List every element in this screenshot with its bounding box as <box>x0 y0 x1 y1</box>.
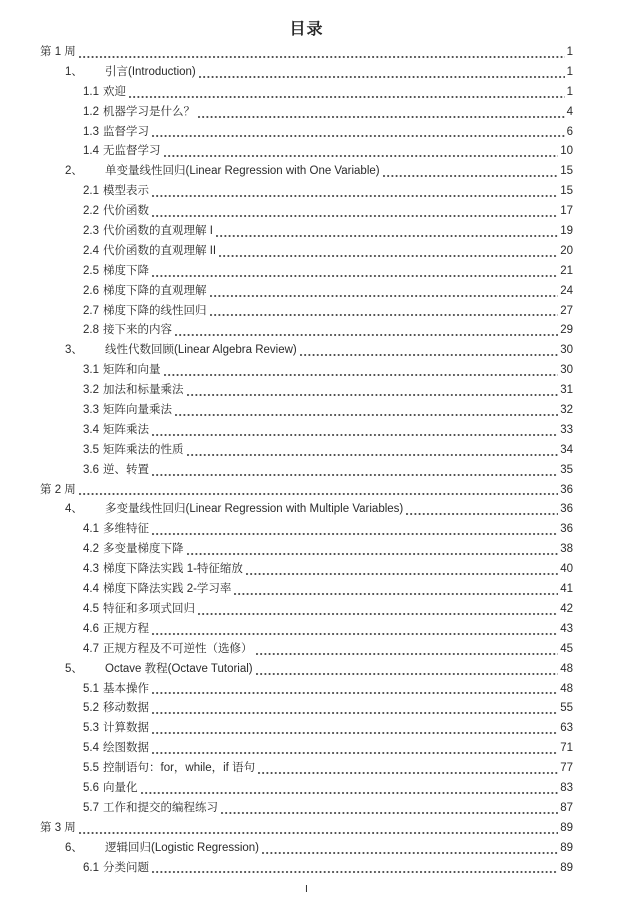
toc-entry[interactable] <box>0 500 624 520</box>
dot-leader <box>152 859 558 879</box>
dot-leader <box>219 242 558 262</box>
toc-entry-label: 逻辑回归(Logistic Regression) <box>105 841 260 854</box>
toc-entry-page: 6 <box>566 125 573 138</box>
toc-entry-label: 多维特征 <box>103 523 149 536</box>
toc-entry[interactable] <box>0 282 624 302</box>
toc-entry-page: 40 <box>560 563 573 576</box>
toc-entry[interactable] <box>0 660 624 680</box>
dot-leader <box>216 222 558 242</box>
toc-entry-label: 第 2 周 <box>40 483 76 496</box>
toc-entry-label: 向量化 <box>103 781 138 794</box>
toc-entry[interactable] <box>0 640 624 660</box>
dot-leader <box>262 839 558 859</box>
toc-entry-number: 3.4 <box>83 423 99 436</box>
dot-leader <box>256 640 559 660</box>
toc-entry[interactable] <box>0 222 624 242</box>
dot-leader <box>258 759 558 779</box>
toc-entry-label: 梯度下降法实践 2-学习率 <box>103 583 232 596</box>
toc-entry-page: 48 <box>560 682 573 695</box>
dot-leader <box>198 600 558 620</box>
toc-entry[interactable] <box>0 321 624 341</box>
toc-entry-label: 分类问题 <box>103 861 149 874</box>
toc-entry-page: 36 <box>560 503 573 516</box>
dot-leader <box>164 361 559 381</box>
toc-entry-label: 逆、转置 <box>103 463 149 476</box>
toc-entry-label: 接下来的内容 <box>103 324 172 337</box>
toc-entry[interactable] <box>0 600 624 620</box>
toc-entry-label: 矩阵向量乘法 <box>103 404 172 417</box>
toc-entry-number: 5.6 <box>83 781 99 794</box>
toc-entry[interactable] <box>0 859 624 879</box>
toc-entry[interactable] <box>0 699 624 719</box>
dot-leader <box>300 341 558 361</box>
toc-entry-number: 4.4 <box>83 583 99 596</box>
toc-entry-label: 代价函数 <box>103 205 149 218</box>
toc-entry-number: 2.1 <box>83 185 99 198</box>
dot-leader <box>164 142 559 162</box>
toc-entry-number: 3.5 <box>83 443 99 456</box>
toc-entry[interactable] <box>0 361 624 381</box>
dot-leader <box>152 202 558 222</box>
toc-entry[interactable] <box>0 262 624 282</box>
toc-entry-number: 1.2 <box>83 105 99 118</box>
toc-entry[interactable] <box>0 123 624 143</box>
toc-entry-page: 15 <box>560 165 573 178</box>
dot-leader <box>199 63 565 83</box>
dot-leader <box>198 103 565 123</box>
toc-entry-number: 1.3 <box>83 125 99 138</box>
toc-entry-label: 代价函数的直观理解 I <box>103 225 213 238</box>
toc-entry-number: 1.1 <box>83 85 99 98</box>
toc-entry[interactable] <box>0 63 624 83</box>
toc-entry-number: 5.5 <box>83 762 99 775</box>
toc-entry[interactable] <box>0 162 624 182</box>
toc-entry-page: 89 <box>560 821 573 834</box>
toc-entry-label: 控制语句：for，while，if 语句 <box>103 762 256 775</box>
toc-entry-page: 89 <box>560 861 573 874</box>
toc-entry[interactable] <box>0 540 624 560</box>
toc-entry-page: 43 <box>560 622 573 635</box>
toc-entry-number: 4、 <box>65 503 83 516</box>
toc-entry-label: 线性代数回顾(Linear Algebra Review) <box>105 344 297 357</box>
toc-entry-page: 35 <box>560 463 573 476</box>
toc-entry-page: 55 <box>560 702 573 715</box>
toc-entry[interactable] <box>0 43 624 63</box>
toc-entry-label: 监督学习 <box>103 125 149 138</box>
toc-entry[interactable] <box>0 182 624 202</box>
toc-entry-number: 6、 <box>65 841 83 854</box>
toc-entry-label: 梯度下降 <box>103 264 149 277</box>
toc-entry[interactable] <box>0 142 624 162</box>
dot-leader <box>246 560 558 580</box>
toc-entry-page: 27 <box>560 304 573 317</box>
toc-entry-page: 1 <box>566 46 573 58</box>
dot-leader <box>141 779 559 799</box>
dot-leader <box>152 680 558 700</box>
toc-entry-number: 4.1 <box>83 523 99 536</box>
toc-entry-label: 梯度下降法实践 1-特征缩放 <box>103 563 243 576</box>
dot-leader <box>152 123 565 143</box>
toc-entry-page: 45 <box>560 642 573 655</box>
toc-entry-label: 第 3 周 <box>40 821 76 834</box>
dot-leader <box>221 799 558 819</box>
toc-entry-page: 41 <box>560 583 573 596</box>
toc-entry-label: 移动数据 <box>103 702 149 715</box>
dot-leader <box>210 282 559 302</box>
dot-leader <box>152 262 558 282</box>
toc-entry-number: 2.8 <box>83 324 99 337</box>
toc-entry-label: 多变量线性回归(Linear Regression with Multiple Variables) <box>105 503 404 516</box>
toc-entry-page: 4 <box>566 105 573 118</box>
toc-entry-page: 21 <box>560 264 573 277</box>
dot-leader <box>234 580 558 600</box>
toc-entry-label: 单变量线性回归(Linear Regression with One Variable) <box>105 165 380 178</box>
toc-entry[interactable] <box>0 401 624 421</box>
toc-entry-number: 4.7 <box>83 642 99 655</box>
dot-leader <box>79 43 565 63</box>
toc-entry-page: 33 <box>560 423 573 436</box>
toc-entry-page: 63 <box>560 722 573 735</box>
toc-entry-number: 5.3 <box>83 722 99 735</box>
toc-entry[interactable] <box>0 83 624 103</box>
dot-leader <box>152 520 558 540</box>
toc-entry-label: 矩阵乘法的性质 <box>103 443 184 456</box>
toc-entry-label: 计算数据 <box>103 722 149 735</box>
toc-entry-label: 机器学习是什么？ <box>103 105 195 118</box>
toc-entry[interactable] <box>0 560 624 580</box>
toc-entry-label: 加法和标量乘法 <box>103 384 184 397</box>
toc-entry-number: 4.3 <box>83 563 99 576</box>
toc-entry-number: 5.1 <box>83 682 99 695</box>
dot-leader <box>152 182 558 202</box>
toc-entry-number: 4.2 <box>83 543 99 556</box>
toc-entry-label: 模型表示 <box>103 185 149 198</box>
toc-entry-page: 1 <box>566 85 573 98</box>
dot-leader <box>129 83 565 103</box>
toc-entry-label: 第 1 周 <box>40 46 76 58</box>
toc-entry-number: 5.2 <box>83 702 99 715</box>
dot-leader <box>383 162 559 182</box>
toc-entry-number: 4.5 <box>83 602 99 615</box>
dot-leader <box>187 540 559 560</box>
toc-entry-page: 48 <box>560 662 573 675</box>
toc-entry-page: 42 <box>560 602 573 615</box>
dot-leader <box>187 381 559 401</box>
toc-entry[interactable] <box>0 441 624 461</box>
toc-entry[interactable] <box>0 839 624 859</box>
toc-entry[interactable] <box>0 381 624 401</box>
toc-entry-number: 5.4 <box>83 742 99 755</box>
toc-entry-label: Octave 教程(Octave Tutorial) <box>105 662 253 675</box>
toc-entry-page: 20 <box>560 244 573 257</box>
dot-leader <box>256 660 559 680</box>
toc-entry[interactable] <box>0 341 624 361</box>
toc-entry-page: 36 <box>560 483 573 496</box>
toc-entry-label: 矩阵和向量 <box>103 364 161 377</box>
dot-leader <box>152 461 558 481</box>
toc-entry-page: 17 <box>560 205 573 218</box>
toc-entry-page: 83 <box>560 781 573 794</box>
toc-entry-label: 欢迎 <box>103 85 126 98</box>
toc-entry-page: 19 <box>560 225 573 238</box>
dot-leader <box>152 620 558 640</box>
toc-entry-number: 5、 <box>65 662 83 675</box>
toc-entry-label: 正规方程 <box>103 622 149 635</box>
footer-page-number: I <box>305 883 308 895</box>
dot-leader <box>79 819 558 839</box>
toc-entry[interactable] <box>0 819 624 839</box>
toc-entry-number: 6.1 <box>83 861 99 874</box>
dot-leader <box>175 321 558 341</box>
toc-entry-number: 3、 <box>65 344 83 357</box>
toc-entry[interactable] <box>0 302 624 322</box>
toc-entry-number: 1.4 <box>83 145 99 158</box>
toc-entry-number: 2.4 <box>83 244 99 257</box>
toc-entry-page: 32 <box>560 404 573 417</box>
toc-entry-page: 30 <box>560 364 573 377</box>
dot-leader <box>152 421 558 441</box>
toc-entry[interactable] <box>0 421 624 441</box>
toc-entry-page: 24 <box>560 284 573 297</box>
toc-entry-number: 2、 <box>65 165 83 178</box>
dot-leader <box>406 500 558 520</box>
toc-entry-label: 基本操作 <box>103 682 149 695</box>
toc-entry-page: 29 <box>560 324 573 337</box>
toc-entry[interactable] <box>0 520 624 540</box>
toc-entry[interactable] <box>0 620 624 640</box>
toc-entry-page: 87 <box>560 801 573 814</box>
toc-entry[interactable] <box>0 779 624 799</box>
toc-entry-page: 38 <box>560 543 573 556</box>
toc-entry-number: 4.6 <box>83 622 99 635</box>
toc-entry-number: 2.2 <box>83 205 99 218</box>
toc-entry[interactable] <box>0 580 624 600</box>
toc-entry-label: 矩阵乘法 <box>103 423 149 436</box>
toc-entry-number: 2.5 <box>83 264 99 277</box>
toc-entry-page: 31 <box>560 384 573 397</box>
toc-entry-page: 77 <box>560 762 573 775</box>
toc-entry-page: 36 <box>560 523 573 536</box>
toc-entry[interactable] <box>0 242 624 262</box>
toc-entry-label: 多变量梯度下降 <box>103 543 184 556</box>
toc-entry-label: 引言(Introduction) <box>105 65 196 78</box>
toc-entry-number: 3.2 <box>83 384 99 397</box>
toc-entry[interactable] <box>0 481 624 501</box>
page-title: 目录 <box>289 21 324 38</box>
toc-entry-page: 89 <box>560 841 573 854</box>
toc-entry[interactable] <box>0 739 624 759</box>
toc-entry[interactable] <box>0 799 624 819</box>
toc-entry-label: 梯度下降的直观理解 <box>103 284 207 297</box>
dot-leader <box>152 719 558 739</box>
dot-leader <box>152 699 558 719</box>
toc-entry[interactable] <box>0 103 624 123</box>
toc-entry-number: 2.7 <box>83 304 99 317</box>
toc-entry-number: 3.1 <box>83 364 99 377</box>
toc-entry-label: 梯度下降的线性回归 <box>103 304 207 317</box>
toc-entry-label: 工作和提交的编程练习 <box>103 801 218 814</box>
toc-entry-page: 1 <box>566 65 573 78</box>
toc-entry-label: 正规方程及不可逆性（选修） <box>103 642 253 655</box>
toc-entry-number: 2.6 <box>83 284 99 297</box>
toc-entry-number: 2.3 <box>83 225 99 238</box>
toc-entry-page: 71 <box>560 742 573 755</box>
dot-leader <box>175 401 558 421</box>
toc-entry-number: 3.6 <box>83 463 99 476</box>
dot-leader <box>210 302 559 322</box>
toc-entry-number: 3.3 <box>83 404 99 417</box>
toc-entry-label: 特征和多项式回归 <box>103 602 195 615</box>
toc-entry-label: 绘图数据 <box>103 742 149 755</box>
toc-entry-page: 10 <box>560 145 573 158</box>
toc-entry[interactable] <box>0 202 624 222</box>
toc-entry-page: 30 <box>560 344 573 357</box>
dot-leader <box>79 481 558 501</box>
toc-entry-number: 1、 <box>65 65 83 78</box>
toc-entry[interactable] <box>0 759 624 779</box>
dot-leader <box>187 441 559 461</box>
toc-entry-page: 34 <box>560 443 573 456</box>
toc-entry[interactable] <box>0 719 624 739</box>
toc-entry[interactable] <box>0 461 624 481</box>
toc-entry-label: 无监督学习 <box>103 145 161 158</box>
toc-entry[interactable] <box>0 680 624 700</box>
toc-entry-number: 5.7 <box>83 801 99 814</box>
toc-entry-label: 代价函数的直观理解 II <box>103 244 217 257</box>
toc-entry-page: 15 <box>560 185 573 198</box>
toc-list <box>0 43 624 878</box>
dot-leader <box>152 739 558 759</box>
